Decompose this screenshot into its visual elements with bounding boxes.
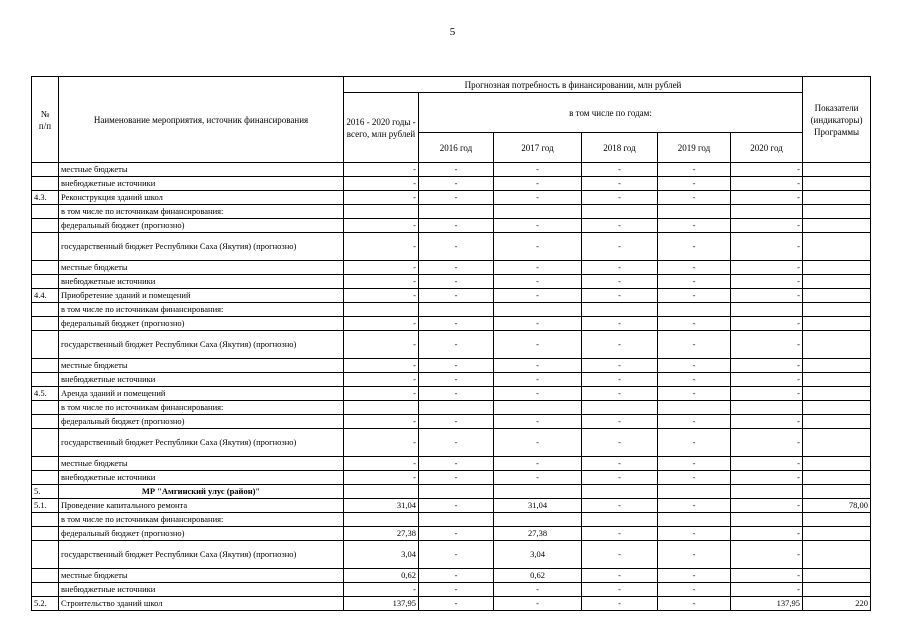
row-number [32, 471, 59, 485]
row-2018: - [582, 359, 658, 373]
table-header [32, 77, 871, 163]
row-2020: - [731, 387, 803, 401]
row-2019: - [658, 541, 731, 569]
table-row [32, 331, 871, 359]
row-indicator [803, 177, 871, 191]
row-2020 [731, 303, 803, 317]
row-indicator [803, 373, 871, 387]
row-number [32, 513, 59, 527]
row-2016: - [419, 191, 494, 205]
row-2019: - [658, 569, 731, 583]
row-2016: - [419, 499, 494, 513]
row-number [32, 163, 59, 177]
row-indicator [803, 317, 871, 331]
row-2017: - [494, 191, 582, 205]
table-row [32, 303, 871, 317]
row-number [32, 457, 59, 471]
row-2017: - [494, 415, 582, 429]
row-2020 [731, 401, 803, 415]
row-name: местные бюджеты [59, 261, 344, 275]
table-row [32, 401, 871, 415]
row-indicator [803, 191, 871, 205]
row-2018: - [582, 415, 658, 429]
row-indicator: 78,00 [803, 499, 871, 513]
row-2017: - [494, 275, 582, 289]
row-name: местные бюджеты [59, 569, 344, 583]
row-2018 [582, 513, 658, 527]
row-total [344, 485, 419, 499]
header-total: 2016 - 2020 годы - всего, млн рублей [344, 93, 419, 163]
row-2018: - [582, 233, 658, 261]
row-total: - [344, 261, 419, 275]
row-2020: - [731, 499, 803, 513]
row-2020 [731, 485, 803, 499]
row-2017 [494, 205, 582, 219]
table-body [32, 163, 871, 611]
row-2018: - [582, 527, 658, 541]
row-2020: - [731, 359, 803, 373]
row-indicator [803, 359, 871, 373]
row-2019: - [658, 177, 731, 191]
row-indicator [803, 583, 871, 597]
row-2020: - [731, 163, 803, 177]
row-total [344, 401, 419, 415]
row-2016: - [419, 429, 494, 457]
row-2016 [419, 401, 494, 415]
row-name: в том числе по источникам финансирования: [59, 205, 344, 219]
row-2017 [494, 303, 582, 317]
row-total: - [344, 275, 419, 289]
row-2018: - [582, 387, 658, 401]
row-2019: - [658, 583, 731, 597]
row-total: - [344, 191, 419, 205]
row-name: в том числе по источникам финансирования: [59, 303, 344, 317]
row-total: - [344, 373, 419, 387]
table-row [32, 457, 871, 471]
row-2020: 137,95 [731, 597, 803, 611]
row-2019: - [658, 527, 731, 541]
row-name: федеральный бюджет (прогнозно) [59, 415, 344, 429]
table-row [32, 527, 871, 541]
row-2017: - [494, 583, 582, 597]
row-2017: 27,38 [494, 527, 582, 541]
row-2020: - [731, 275, 803, 289]
row-name: внебюджетные источники [59, 583, 344, 597]
table-row [32, 513, 871, 527]
row-2017: - [494, 373, 582, 387]
row-name: Аренда зданий и помещений [59, 387, 344, 401]
row-2017 [494, 485, 582, 499]
row-total: - [344, 219, 419, 233]
row-2017: - [494, 261, 582, 275]
row-total: - [344, 457, 419, 471]
header-funding: Прогнозная потребность в финансировании, млн рублей [344, 77, 803, 93]
header-year: 2019 год [658, 133, 731, 163]
row-2016: - [419, 415, 494, 429]
row-name: в том числе по источникам финансирования: [59, 513, 344, 527]
table-row [32, 373, 871, 387]
row-total: - [344, 177, 419, 191]
row-total: - [344, 583, 419, 597]
row-2016: - [419, 527, 494, 541]
row-total: 31,04 [344, 499, 419, 513]
row-number [32, 331, 59, 359]
row-indicator [803, 541, 871, 569]
row-2020: - [731, 541, 803, 569]
row-2017: - [494, 471, 582, 485]
row-2019: - [658, 275, 731, 289]
row-2020: - [731, 415, 803, 429]
row-2020: - [731, 527, 803, 541]
row-2017: 3,04 [494, 541, 582, 569]
row-indicator [803, 205, 871, 219]
header-name: Наименование мероприятия, источник финансирования [59, 77, 344, 163]
row-number [32, 527, 59, 541]
row-2019: - [658, 429, 731, 457]
row-2016: - [419, 373, 494, 387]
row-indicator [803, 219, 871, 233]
row-2018: - [582, 541, 658, 569]
row-2018 [582, 401, 658, 415]
row-2018: - [582, 177, 658, 191]
row-2017: - [494, 219, 582, 233]
row-2018: - [582, 289, 658, 303]
row-indicator [803, 513, 871, 527]
row-number: 5.1. [32, 499, 59, 513]
row-indicator [803, 457, 871, 471]
row-2018: - [582, 429, 658, 457]
row-name: Реконструкция зданий школ [59, 191, 344, 205]
row-name: государственный бюджет Республики Саха (Якутия) (прогнозно) [59, 233, 344, 261]
row-2016: - [419, 359, 494, 373]
table-row [32, 177, 871, 191]
row-total: - [344, 387, 419, 401]
row-2016: - [419, 289, 494, 303]
row-2016: - [419, 331, 494, 359]
row-2016: - [419, 261, 494, 275]
row-2016: - [419, 457, 494, 471]
row-2017: - [494, 457, 582, 471]
row-2020: - [731, 429, 803, 457]
row-2016: - [419, 569, 494, 583]
row-total: - [344, 471, 419, 485]
row-name: местные бюджеты [59, 163, 344, 177]
row-2016 [419, 513, 494, 527]
row-2017: - [494, 359, 582, 373]
row-2017: - [494, 429, 582, 457]
row-2018: - [582, 163, 658, 177]
row-indicator [803, 401, 871, 415]
row-total: - [344, 289, 419, 303]
row-2020: - [731, 331, 803, 359]
row-name: федеральный бюджет (прогнозно) [59, 317, 344, 331]
row-2016 [419, 303, 494, 317]
row-2019 [658, 513, 731, 527]
row-2019: - [658, 597, 731, 611]
row-2018: - [582, 597, 658, 611]
table-row [32, 485, 871, 499]
row-indicator [803, 387, 871, 401]
row-2019 [658, 303, 731, 317]
row-2019: - [658, 163, 731, 177]
row-2017: - [494, 233, 582, 261]
row-2016: - [419, 387, 494, 401]
row-2018: - [582, 499, 658, 513]
row-2017: - [494, 163, 582, 177]
row-2017: - [494, 597, 582, 611]
table-row [32, 583, 871, 597]
row-number: 4.4. [32, 289, 59, 303]
table-row [32, 233, 871, 261]
row-number [32, 569, 59, 583]
row-2019: - [658, 331, 731, 359]
row-2017: 31,04 [494, 499, 582, 513]
row-number [32, 317, 59, 331]
row-number [32, 583, 59, 597]
header-indicators: Показатели (индикаторы) Программы [803, 77, 871, 163]
row-number [32, 541, 59, 569]
row-name: местные бюджеты [59, 359, 344, 373]
header-year: 2020 год [731, 133, 803, 163]
row-2019: - [658, 233, 731, 261]
row-name: местные бюджеты [59, 457, 344, 471]
row-2017: - [494, 317, 582, 331]
row-2020 [731, 513, 803, 527]
row-name: государственный бюджет Республики Саха (Якутия) (прогнозно) [59, 331, 344, 359]
table-row [32, 163, 871, 177]
row-2019 [658, 205, 731, 219]
row-indicator [803, 163, 871, 177]
row-total: - [344, 415, 419, 429]
row-2020: - [731, 583, 803, 597]
row-name: Приобретение зданий и помещений [59, 289, 344, 303]
page-number: 5 [449, 26, 456, 38]
row-indicator [803, 275, 871, 289]
row-2019: - [658, 317, 731, 331]
table-row [32, 317, 871, 331]
row-2019 [658, 485, 731, 499]
row-2020: - [731, 471, 803, 485]
row-name: внебюджетные источники [59, 373, 344, 387]
table-row [32, 387, 871, 401]
row-2019: - [658, 499, 731, 513]
row-number [32, 373, 59, 387]
row-2018: - [582, 583, 658, 597]
row-2017: - [494, 289, 582, 303]
row-2019: - [658, 387, 731, 401]
row-2019: - [658, 219, 731, 233]
row-indicator [803, 415, 871, 429]
row-indicator [803, 233, 871, 261]
row-2019: - [658, 359, 731, 373]
header-num: № п/п [32, 77, 59, 163]
row-number [32, 359, 59, 373]
row-2016: - [419, 233, 494, 261]
row-2018: - [582, 331, 658, 359]
row-total: - [344, 429, 419, 457]
row-2019: - [658, 415, 731, 429]
row-number [32, 401, 59, 415]
row-name: государственный бюджет Республики Саха (Якутия) (прогнозно) [59, 429, 344, 457]
row-name: федеральный бюджет (прогнозно) [59, 527, 344, 541]
row-2016: - [419, 275, 494, 289]
row-number: 4.5. [32, 387, 59, 401]
table-row [32, 541, 871, 569]
row-2016: - [419, 583, 494, 597]
row-2016: - [419, 219, 494, 233]
header-by-years: в том числе по годам: [419, 93, 803, 133]
row-2018 [582, 485, 658, 499]
row-total: 3,04 [344, 541, 419, 569]
row-2020: - [731, 191, 803, 205]
row-2019: - [658, 191, 731, 205]
funding-table [31, 76, 871, 611]
row-2019: - [658, 457, 731, 471]
row-2018: - [582, 373, 658, 387]
row-2016: - [419, 177, 494, 191]
row-2017 [494, 513, 582, 527]
row-number: 4.3. [32, 191, 59, 205]
row-total: 137,95 [344, 597, 419, 611]
table-row [32, 219, 871, 233]
row-number [32, 303, 59, 317]
row-2016: - [419, 471, 494, 485]
row-2016 [419, 485, 494, 499]
row-indicator: 220 [803, 597, 871, 611]
row-indicator [803, 261, 871, 275]
row-2016: - [419, 163, 494, 177]
row-number [32, 219, 59, 233]
row-indicator [803, 485, 871, 499]
row-indicator [803, 527, 871, 541]
row-2017 [494, 401, 582, 415]
row-name: внебюджетные источники [59, 177, 344, 191]
row-total: - [344, 359, 419, 373]
row-number [32, 233, 59, 261]
row-2017: - [494, 387, 582, 401]
row-2019 [658, 401, 731, 415]
row-2020: - [731, 457, 803, 471]
row-indicator [803, 289, 871, 303]
table-row [32, 289, 871, 303]
row-name: внебюджетные источники [59, 275, 344, 289]
row-2017: 0,62 [494, 569, 582, 583]
row-2020: - [731, 569, 803, 583]
table-row [32, 569, 871, 583]
row-name: Проведение капитального ремонта [59, 499, 344, 513]
table-row [32, 471, 871, 485]
row-total: - [344, 163, 419, 177]
row-2016: - [419, 597, 494, 611]
row-2019: - [658, 471, 731, 485]
row-2018 [582, 205, 658, 219]
row-2018: - [582, 219, 658, 233]
row-2020: - [731, 373, 803, 387]
row-total: 27,38 [344, 527, 419, 541]
row-number [32, 177, 59, 191]
row-2018: - [582, 191, 658, 205]
row-2018: - [582, 275, 658, 289]
row-total [344, 513, 419, 527]
table-row [32, 191, 871, 205]
row-name: МР "Амгинский улус (район)" [59, 485, 344, 499]
row-indicator [803, 569, 871, 583]
table-row [32, 205, 871, 219]
row-number [32, 261, 59, 275]
row-total [344, 205, 419, 219]
row-name: внебюджетные источники [59, 471, 344, 485]
row-number [32, 415, 59, 429]
table-row [32, 429, 871, 457]
row-2020: - [731, 177, 803, 191]
row-2018: - [582, 457, 658, 471]
table-row [32, 499, 871, 513]
table-row [32, 275, 871, 289]
row-2018: - [582, 471, 658, 485]
row-number [32, 205, 59, 219]
row-2020: - [731, 233, 803, 261]
row-total: - [344, 317, 419, 331]
table-row [32, 261, 871, 275]
row-indicator [803, 429, 871, 457]
row-total: 0,62 [344, 569, 419, 583]
table-row [32, 359, 871, 373]
row-2017: - [494, 331, 582, 359]
row-total: - [344, 331, 419, 359]
row-indicator [803, 303, 871, 317]
table-row [32, 597, 871, 611]
header-year: 2016 год [419, 133, 494, 163]
row-2019: - [658, 373, 731, 387]
row-2016 [419, 205, 494, 219]
row-2018: - [582, 261, 658, 275]
row-number: 5. [32, 485, 59, 499]
row-name: федеральный бюджет (прогнозно) [59, 219, 344, 233]
row-total [344, 303, 419, 317]
row-2016: - [419, 541, 494, 569]
header-year: 2018 год [582, 133, 658, 163]
row-indicator [803, 471, 871, 485]
row-2020: - [731, 289, 803, 303]
row-total: - [344, 233, 419, 261]
row-indicator [803, 331, 871, 359]
row-name: в том числе по источникам финансирования: [59, 401, 344, 415]
row-2020: - [731, 317, 803, 331]
row-name: Строительство зданий школ [59, 597, 344, 611]
row-2018 [582, 303, 658, 317]
header-year: 2017 год [494, 133, 582, 163]
row-2016: - [419, 317, 494, 331]
row-number [32, 275, 59, 289]
row-2018: - [582, 569, 658, 583]
row-2020 [731, 205, 803, 219]
row-2019: - [658, 261, 731, 275]
row-2020: - [731, 261, 803, 275]
row-2018: - [582, 317, 658, 331]
row-name: государственный бюджет Республики Саха (Якутия) (прогнозно) [59, 541, 344, 569]
row-number [32, 429, 59, 457]
row-2017: - [494, 177, 582, 191]
table-row [32, 415, 871, 429]
row-2020: - [731, 219, 803, 233]
row-number: 5.2. [32, 597, 59, 611]
row-2019: - [658, 289, 731, 303]
